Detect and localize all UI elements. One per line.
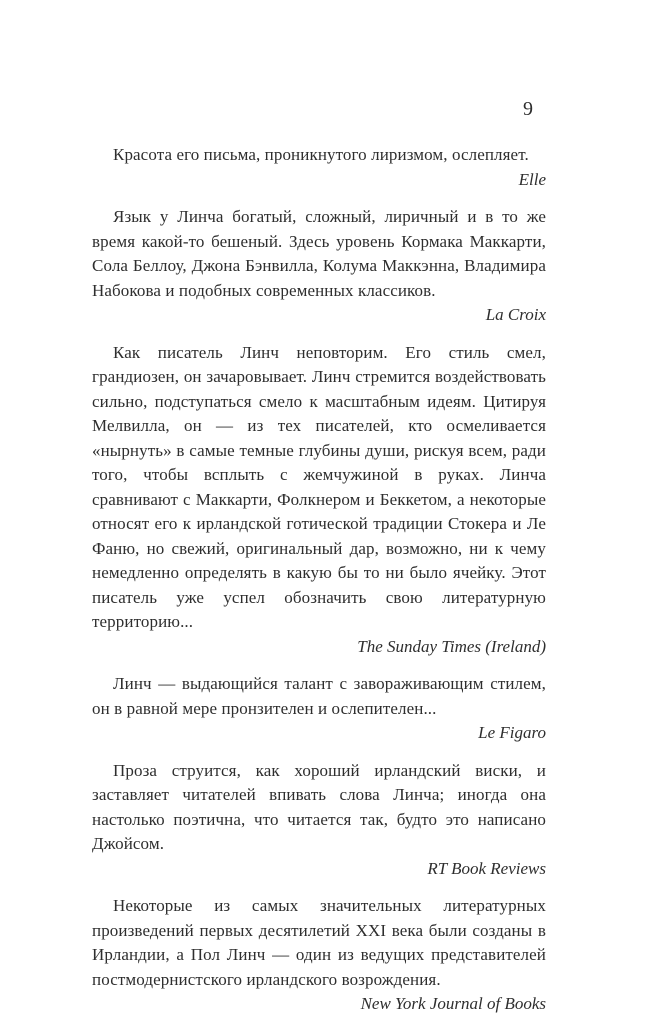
quote-text: Некоторые из самых значительных литературных произведений первых десятилетий XXI века были созданы в Ирландии, а Пол Линч — один из ведущих представителей постмодернистского ирландского возрождения. (92, 896, 546, 989)
quote-text: Проза струится, как хороший ирландский виски, и заставляет читателей впивать слова Линча; иногда она настолько поэтична, что читается так, будто это написано Джойсом. (92, 760, 546, 853)
review-quote (92, 205, 546, 328)
quote-source: The Sunday Times (Ireland) (357, 636, 546, 656)
review-quotes-list (92, 143, 546, 1017)
quote-source: La Croix (485, 305, 546, 324)
review-quote (92, 894, 546, 1017)
quote-source: Le Figaro (478, 723, 546, 742)
quote-text: Язык у Линча богатый, сложный, лиричный и в то же время какой-то бешеный. Здесь уровень Кормака Маккарти, Сола Беллоу, Джона Бэнвилла, Колума Маккэнна, Владимира Набокова и подобных современных классиков. (92, 207, 546, 300)
review-quote (92, 143, 546, 192)
quote-source: RT Book Reviews (427, 858, 546, 878)
page-number: 9 (523, 98, 533, 120)
quote-text: Как писатель Линч неповторим. Его стиль смел, грандиозен, он зачаровывает. Линч стремится воздействовать сильно, подступаться смело к масштабным идеям. Цитируя Мелвилла, он — из тех писателей, кто осмеливается «нырнуть» в самые темные глубины души, рискуя всем, ради того, чтобы всплыть с жемчужиной в руках. Линча сравнивают с Маккарти, Фолкнером и Беккетом, а некоторые относят его к ирландской готической традиции Стокера и Ле Фаню, но свежий, оригинальный дар, возможно, ни к чему немедленно определять в какую бы то ни было ячейку. Этот писатель уже успел обозначить свою литературную территорию... (92, 342, 546, 631)
quote-source: Elle (518, 169, 546, 189)
review-quote (92, 759, 546, 882)
quote-text: Линч — выдающийся талант с завораживающим стилем, он в равной мере пронзителен и ослепителен... (92, 674, 546, 718)
review-quote (92, 672, 546, 746)
review-quote (92, 341, 546, 660)
quote-text: Красота его письма, проникнутого лиризмом, ослепляет. (113, 145, 529, 164)
quote-source: New York Journal of Books (360, 994, 546, 1013)
